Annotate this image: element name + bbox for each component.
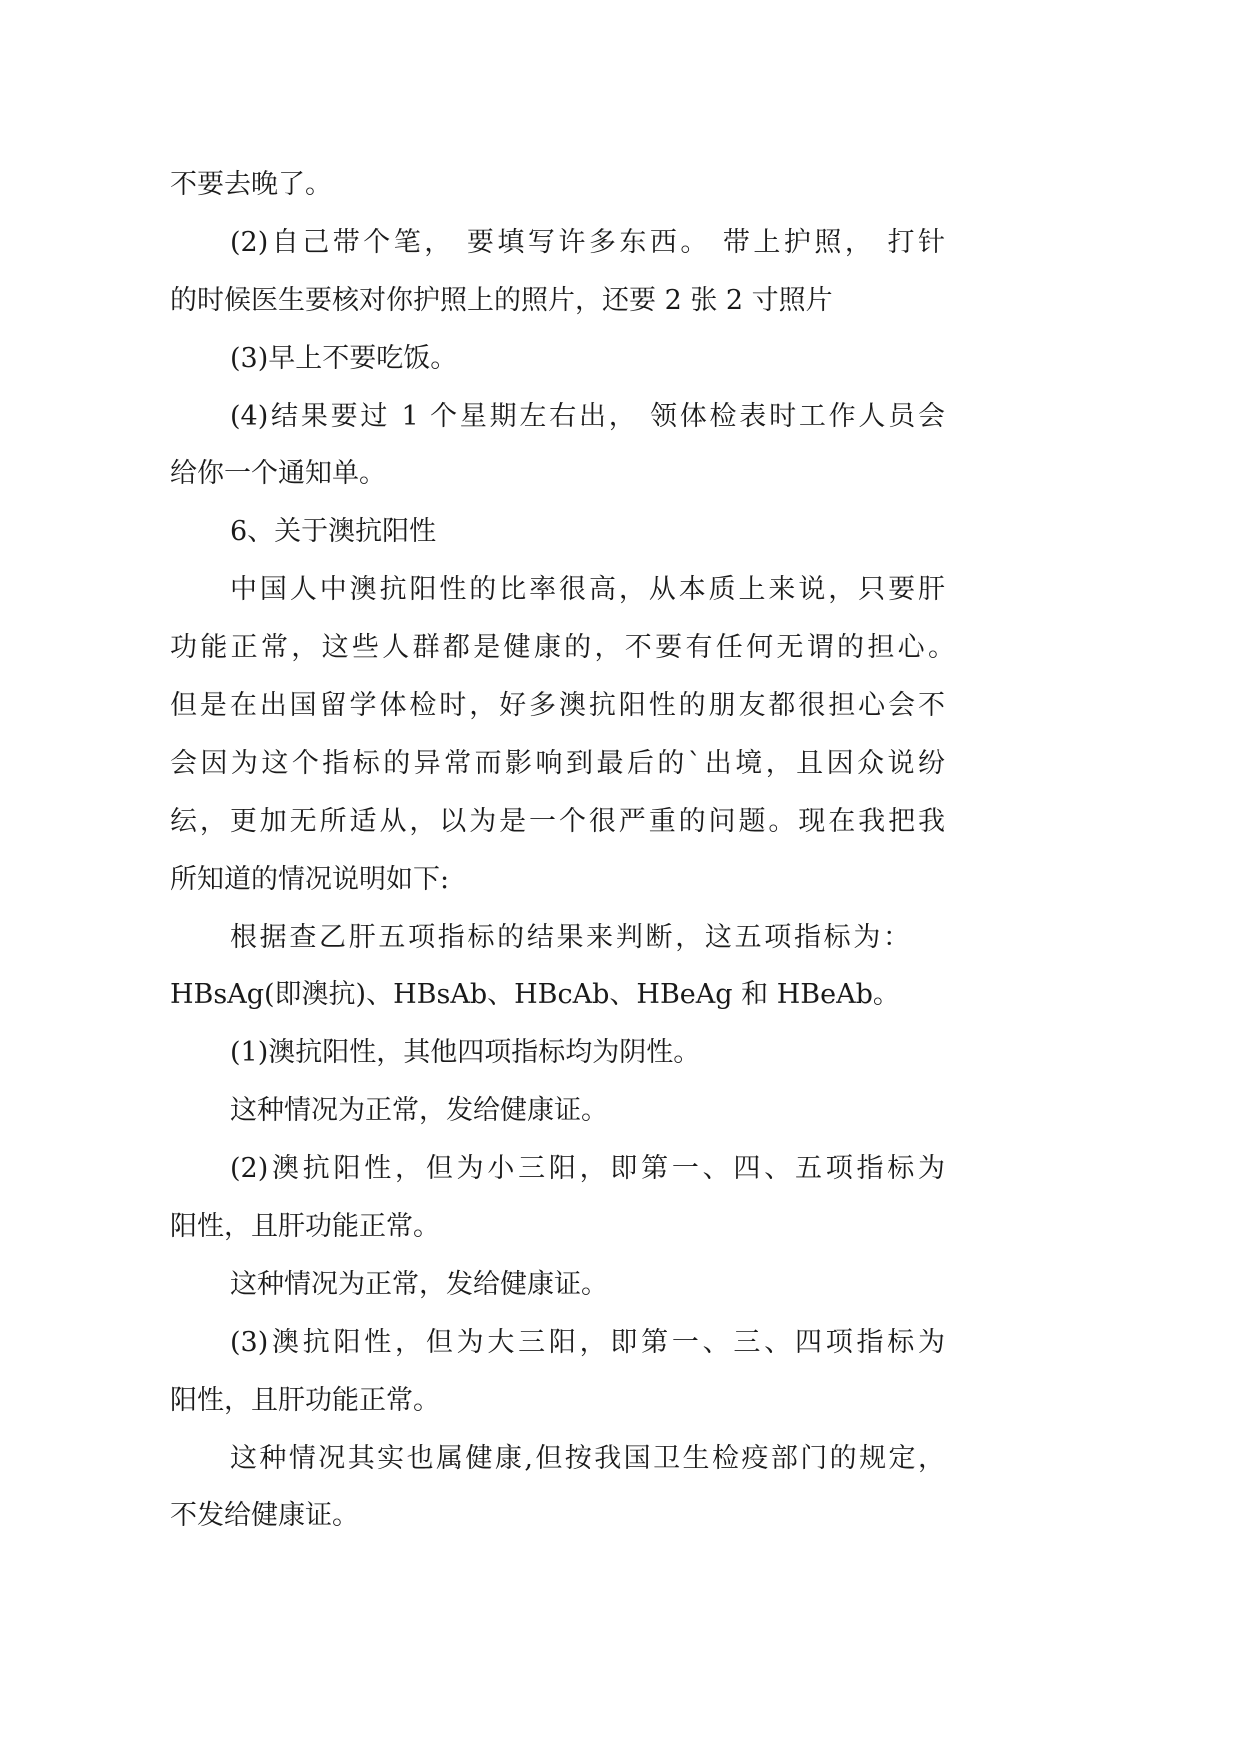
text-line: 所知道的情况说明如下: <box>170 863 450 895</box>
text-line: 但是在出国留学体检时，好多澳抗阳性的朋友都很担心会不 <box>170 690 945 722</box>
text-line: 阳性，且肝功能正常。 <box>170 1211 440 1243</box>
text-line: (2)澳抗阳性，但为小三阳，即第一、四、五项指标为 <box>230 1153 945 1185</box>
text-line: 给你一个通知单。 <box>170 458 386 490</box>
body-text <box>170 156 955 1545</box>
text-line: (3)早上不要吃饭。 <box>230 342 458 374</box>
text-line: 纭，更加无所适从，以为是一个很严重的问题。现在我把我 <box>170 805 945 837</box>
text-line: (4)结果要过 1 个星期左右出， 领体检表时工作人员会 <box>230 400 945 432</box>
text-line: 这种情况为正常，发给健康证。 <box>230 1095 608 1127</box>
text-line: (1)澳抗阳性，其他四项指标均为阴性。 <box>230 1037 701 1069</box>
text-line: 不发给健康证。 <box>170 1500 359 1532</box>
text-line: 这种情况为正常，发给健康证。 <box>230 1268 608 1300</box>
text-line: (2)自己带个笔， 要填写许多东西。 带上护照， 打针 <box>230 226 945 258</box>
text-line: 阳性，且肝功能正常。 <box>170 1384 440 1416</box>
text-line: HBsAg(即澳抗)、HBsAb、HBcAb、HBeAg 和 HBeAb。 <box>170 979 900 1011</box>
text-line: 的时候医生要核对你护照上的照片，还要 2 张 2 寸照片 <box>170 284 833 316</box>
text-line: 根据查乙肝五项指标的结果来判断，这五项指标为： <box>230 921 910 953</box>
text-line: (3)澳抗阳性，但为大三阳，即第一、三、四项指标为 <box>230 1326 945 1358</box>
text-line: 这种情况其实也属健康,但按我国卫生检疫部门的规定， <box>230 1442 945 1474</box>
text-line: 会因为这个指标的异常而影响到最后的`出境，且因众说纷 <box>170 747 945 779</box>
text-line: 中国人中澳抗阳性的比率很高，从本质上来说，只要肝 <box>230 574 945 606</box>
text-line: 不要去晚了。 <box>170 169 332 200</box>
text-line: 功能正常，这些人群都是健康的，不要有任何无谓的担心。 <box>170 632 955 664</box>
section-heading: 6、关于澳抗阳性 <box>230 516 437 548</box>
